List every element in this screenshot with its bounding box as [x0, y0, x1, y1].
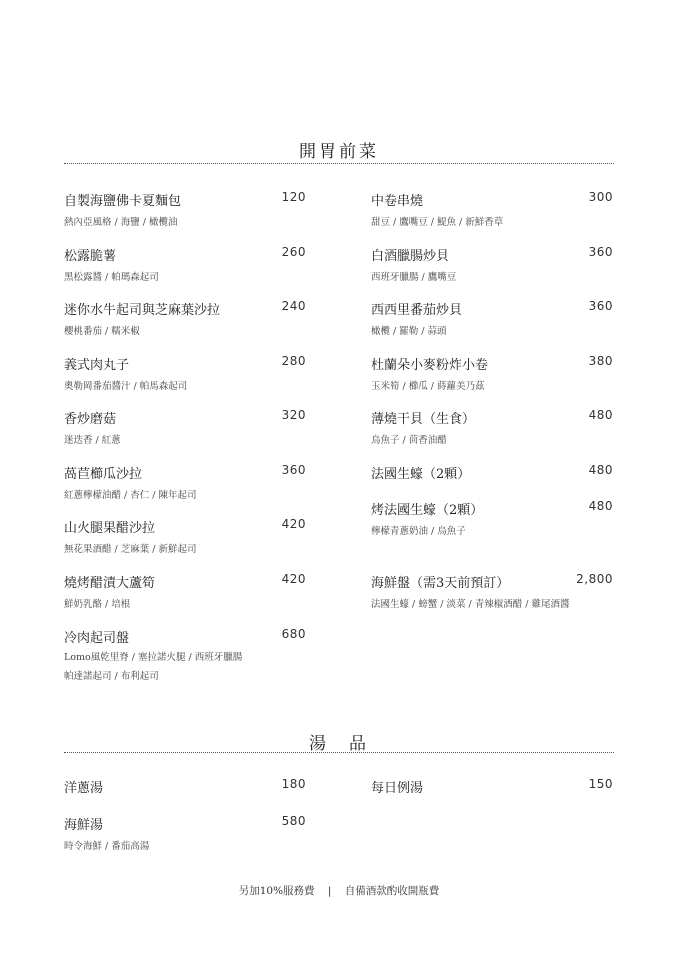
item-desc: 黑松露醬 / 帕瑪森起司 [64, 272, 159, 283]
item-name: 山火腿果醋沙拉 [64, 521, 156, 536]
footer-separator: | [327, 885, 332, 897]
menu-item [371, 190, 613, 232]
menu-item [64, 627, 306, 686]
menu-item [64, 463, 306, 505]
menu-item [371, 354, 613, 396]
item-name: 烤法國生蠔（2顆） [371, 503, 484, 518]
item-price: 360 [588, 245, 613, 259]
item-price: 680 [281, 627, 306, 641]
item-name: 松露脆薯 [64, 249, 117, 264]
item-name: 燒烤醋漬大蘆筍 [64, 576, 156, 591]
item-desc: 櫻桃番茄 / 糯米椒 [64, 326, 140, 337]
item-name: 西西里番茄炒貝 [371, 303, 463, 318]
menu-item [64, 777, 306, 796]
item-desc: 玉米筍 / 櫛瓜 / 蒔蘿美乃茲 [371, 381, 485, 392]
menu-item [64, 354, 306, 396]
item-name: 海鮮湯 [64, 818, 104, 833]
item-desc: 檸檬青蔥奶油 / 烏魚子 [371, 526, 466, 537]
appetizers-divider [64, 163, 614, 164]
item-name: 杜蘭朵小麥粉炸小卷 [371, 358, 489, 373]
menu-item [64, 299, 306, 341]
menu-item [64, 190, 306, 232]
menu-item [64, 408, 306, 450]
item-name: 萵苣櫛瓜沙拉 [64, 467, 143, 482]
item-price: 580 [281, 814, 306, 828]
item-price: 300 [588, 190, 613, 204]
item-name: 自製海鹽佛卡夏麵包 [64, 194, 182, 209]
soups-title: 湯 品 [309, 734, 369, 754]
item-price: 480 [588, 499, 613, 513]
item-price: 260 [281, 245, 306, 259]
item-name: 香炒磨菇 [64, 412, 117, 427]
corkage-note: 自備酒款酌收開瓶費 [344, 885, 440, 897]
item-name: 冷肉起司盤 [64, 631, 130, 646]
item-desc: 無花果酒醋 / 芝麻葉 / 新鮮起司 [64, 544, 197, 555]
item-name: 洋蔥湯 [64, 781, 104, 796]
item-price: 420 [281, 572, 306, 586]
item-name: 海鮮盤（需3天前預訂） [371, 576, 510, 591]
menu-item [371, 777, 613, 796]
footer-note [0, 883, 678, 898]
item-name: 薄燒干貝（生食） [371, 412, 476, 427]
item-price: 360 [281, 463, 306, 477]
item-price: 180 [281, 777, 306, 791]
item-price: 480 [588, 463, 613, 477]
menu-item [64, 517, 306, 559]
item-desc: 奧勒岡番茄醬汁 / 帕馬森起司 [64, 381, 188, 392]
item-name: 義式肉丸子 [64, 358, 130, 373]
item-desc: 法國生蠔 / 螃蟹 / 淡菜 / 青辣椒酒醋 / 雞尾酒醬 [371, 599, 570, 610]
menu-item [371, 499, 613, 541]
item-name: 白酒臘腸炒貝 [371, 249, 450, 264]
menu-item [371, 299, 613, 341]
item-desc: 西班牙臘腸 / 鷹嘴豆 [371, 272, 457, 283]
menu-item [371, 463, 613, 482]
appetizers-title: 開胃前菜 [299, 142, 379, 162]
menu-item [64, 814, 306, 856]
item-desc: 鮮奶乳酪 / 培根 [64, 599, 131, 610]
item-price: 360 [588, 299, 613, 313]
menu-item [64, 245, 306, 287]
item-desc: Lomo風乾里脊 / 塞拉諾火腿 / 西班牙臘腸 [64, 652, 243, 663]
item-desc: 甜豆 / 鷹嘴豆 / 鯷魚 / 新鮮香草 [371, 217, 504, 228]
item-price: 240 [281, 299, 306, 313]
item-desc: 熱內亞風格 / 海鹽 / 橄欖油 [64, 217, 178, 228]
item-desc: 烏魚子 / 茴香油醋 [371, 435, 447, 446]
item-desc: 迷迭香 / 紅蔥 [64, 435, 121, 446]
service-charge-note: 另加10%服務費 [238, 885, 315, 897]
item-desc: 紅蔥檸檬油醋 / 杏仁 / 陳年起司 [64, 490, 197, 501]
menu-item [64, 572, 306, 614]
menu-item [371, 408, 613, 450]
item-name: 迷你水牛起司與芝麻葉沙拉 [64, 303, 221, 318]
item-desc-line-2: 帕達諾起司 / 布利起司 [64, 671, 159, 682]
item-price: 480 [588, 408, 613, 422]
item-price: 2,800 [576, 572, 613, 586]
item-price: 320 [281, 408, 306, 422]
item-price: 420 [281, 517, 306, 531]
item-name: 法國生蠔（2顆） [371, 467, 471, 482]
menu-item [371, 245, 613, 287]
item-price: 120 [281, 190, 306, 204]
item-name: 中卷串燒 [371, 194, 424, 209]
item-desc: 橄欖 / 羅勒 / 蒜頭 [371, 326, 447, 337]
item-name: 每日例湯 [371, 781, 424, 796]
item-price: 380 [588, 354, 613, 368]
item-desc: 時令海鮮 / 番茄高湯 [64, 841, 150, 852]
menu-item [371, 572, 613, 614]
item-price: 150 [588, 777, 613, 791]
item-price: 280 [281, 354, 306, 368]
soups-divider [64, 752, 614, 753]
